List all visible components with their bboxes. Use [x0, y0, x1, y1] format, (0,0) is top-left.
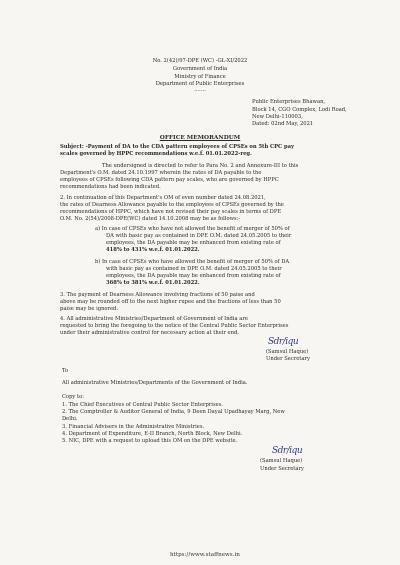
para2b-line-3: employees, the DA payable may be enhanced from existing rate of: [106, 273, 281, 279]
org-line-1: Government of India: [172, 66, 228, 72]
para3-line-3: paise may be ignored.: [60, 306, 119, 312]
to-label: To: [62, 368, 69, 374]
copy-item: 3. Financial Advisers in the Administrative Ministries.: [62, 424, 205, 430]
header-dots: .......: [194, 87, 206, 93]
memo-date: Dated: 02nd May, 2021: [252, 121, 314, 127]
address-line-2: Block 14, CGO Complex, Lodi Road,: [252, 107, 347, 113]
para2a-line-3: employees, the DA payable may be enhanced from existing rate of: [106, 240, 281, 246]
para3-line-1: 3. The payment of Dearness Allowance involving fractions of 50 paise and: [60, 292, 255, 298]
para4-line-1: 4. All administrative Ministries/Department of Government of India are: [60, 316, 248, 322]
copy-item: 4. Department of Expenditure, E-II Branch, North Block, New Delhi.: [62, 431, 243, 437]
para2a-line-4: 418% to 431% w.e.f. 01.01.2022.: [106, 247, 200, 253]
para1-line-1: The undersigned is directed to refer to Para No. 2 and Annexure-III to this: [102, 163, 299, 169]
copy-item: Delhi.: [62, 416, 78, 422]
para2-line-2: the rates of Dearness Allowance payable to the employees of CPSEs governed by the: [60, 202, 284, 208]
copy-item: 5. NIC, DPE with a request to upload this OM on the DPE website.: [62, 438, 238, 444]
memo-title: OFFICE MEMORANDUM: [159, 135, 241, 141]
address-line-1: Public Enterprises Bhawan,: [252, 99, 326, 105]
para2b-line-4: 368% to 381% w.e.f. 01.01.2022.: [106, 280, 200, 286]
para3-line-2: above may be rounded off to the next higher rupee and the fractions of less than 50: [60, 299, 281, 305]
signature-scribble: Sdr/iqu: [268, 337, 299, 347]
para4-line-3: under their administrative control for necessary action at their end.: [60, 330, 239, 336]
address-line-3: New Delhi-110003,: [252, 114, 303, 120]
subject-line-1: Subject: -Payment of DA to the CDA pattern employees of CPSEs on 5th CPC pay: [60, 144, 294, 150]
org-line-2: Ministry of Finance: [174, 74, 226, 80]
signatory-name: (Samsul Haque): [266, 349, 309, 355]
para2-line-1: 2. In continuation of this Department's OM of even number dated 24.08.2021,: [60, 195, 266, 201]
subject-line-2: scales governed by HPPC recommendations w.e.f. 01.01.2022-reg.: [60, 151, 252, 157]
copy-item: 2. The Comptroller & Auditor General of India, 9 Deen Dayal Upadhayay Marg, New: [62, 409, 285, 415]
signature-scribble-2: Sdr/iqu: [272, 446, 303, 456]
para1-line-2: Department's O.M. dated 24.10.1997 wherein the rates of DA payable to the: [60, 170, 262, 176]
para2b-line-1: b) In case of CPSEs who have allowed the benefit of merger of 50% of DA: [95, 259, 290, 265]
signatory-designation: Under Secretary: [266, 356, 310, 362]
para4-line-2: requested to bring the foregoing to the notice of the Central Public Sector Enterprises: [60, 323, 289, 329]
para2b-line-2: with basic pay as contained in DPE O.M. dated 24.05.2005 to their: [106, 266, 282, 272]
to-recipients: All administrative Ministries/Departments of the Government of India.: [62, 380, 248, 386]
copy-to-label: Copy to:: [62, 394, 84, 400]
para1-line-3: employees of CPSEs following CDA pattern pay scales, who are governed by HPPC: [60, 177, 279, 183]
para2a-line-2: DA with basic pay as contained in DPE O.M. dated 24.05.2005 to their: [106, 233, 292, 239]
file-number: No. 2(42)/97-DPE (WC) -GL-XI/2022: [152, 58, 248, 64]
para2-line-4: O.M. No. 2(54)/2008-DPE(WC) dated 14.10.2008 may be as follows:-: [60, 216, 241, 222]
para2a-line-1: a) In case of CPSEs who have not allowed the benefit of merger of 50% of: [95, 226, 290, 232]
copy-item: 1. The Chief Executives of Central Public Sector Enterprises.: [62, 402, 224, 408]
para1-line-4: recommendations had been indicated.: [60, 184, 161, 190]
org-line-3: Department of Public Enterprises: [155, 81, 245, 87]
signatory-designation-2: Under Secretary: [260, 466, 304, 472]
para2-line-3: recommendations of HPPC, which have not revised their pay scales in terms of DPE: [60, 209, 282, 215]
footer-url: https://www.staffnews.in: [170, 552, 240, 558]
signatory-name-2: (Samsul Haque): [260, 458, 303, 464]
